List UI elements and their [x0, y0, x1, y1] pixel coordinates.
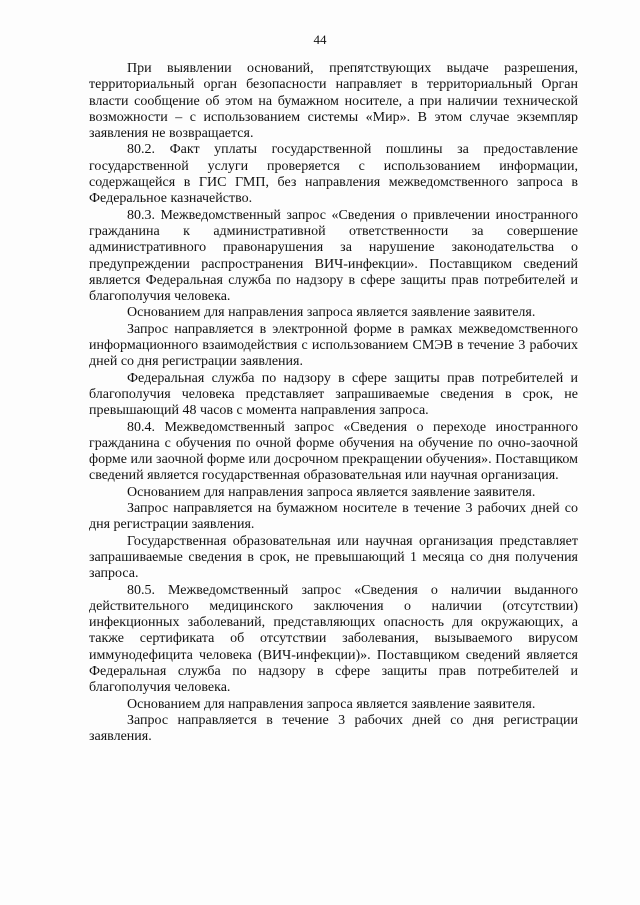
paragraph: Государственная образовательная или научная организация представляет запрашиваемые сведения в срок, не превышающий 1 месяца со дня получения запроса. [89, 533, 578, 582]
paragraph: 80.5. Межведомственный запрос «Сведения о наличии выданного действительного медицинского заключения о наличии (отсутствии) инфекционных заболеваний, представляющих опасность для окружающих, а также сертификата об отсутствии заболевания, вызываемого вирусом иммунодефицита человека (ВИЧ-инфекции)». Поставщиком сведений является Федеральная служба по надзору в сфере защиты прав потребителей и благополучия человека. [89, 582, 578, 696]
paragraph: Запрос направляется в течение 3 рабочих дней со дня регистрации заявления. [89, 712, 578, 745]
paragraph: 80.4. Межведомственный запрос «Сведения о переходе иностранного гражданина с обучения по очной форме обучения на обучение по очно-заочной форме или заочной форме или досрочном прекращении обучения». Поставщиком сведений является государственная образовательная или научная организация. [89, 419, 578, 484]
document-body [89, 61, 578, 745]
paragraph: 80.2. Факт уплаты государственной пошлины за предоставление государственной услуги проверяется с использованием информации, содержащейся в ГИС ГМП, без направления межведомственного запроса в Федеральное казначейство. [89, 142, 578, 207]
paragraph: Основанием для направления запроса является заявление заявителя. [127, 305, 536, 321]
paragraph: Федеральная служба по надзору в сфере защиты прав потребителей и благополучия человека представляет запрашиваемые сведения в срок, не превышающий 48 часов с момента направления запроса. [89, 370, 578, 419]
paragraph: 80.3. Межведомственный запрос «Сведения о привлечении иностранного гражданина к административной ответственности за совершение административного правонарушения за нарушение законодательства о предупреждении распространения ВИЧ-инфекции». Поставщиком сведений является Федеральная служба по надзору в сфере защиты прав потребителей и благополучия человека. [89, 207, 578, 305]
paragraph: Запрос направляется на бумажном носителе в течение 3 рабочих дней со дня регистрации заявления. [89, 501, 578, 533]
paragraph: При выявлении оснований, препятствующих выдаче разрешения, территориальный орган безопасности направляет в территориальный Орган власти сообщение об этом на бумажном носителе, а при наличии технической возможности – с использованием системы «Мир». В этом случае экземпляр заявления не возвращается. [89, 61, 578, 142]
paragraph: Основанием для направления запроса является заявление заявителя. [127, 484, 536, 500]
paragraph: Запрос направляется в электронной форме в рамках межведомственного информационного взаимодействия с использованием СМЭВ в течение 3 рабочих дней со дня регистрации заявления. [89, 321, 578, 370]
page-number: 44 [313, 32, 327, 47]
paragraph: Основанием для направления запроса является заявление заявителя. [127, 696, 536, 712]
